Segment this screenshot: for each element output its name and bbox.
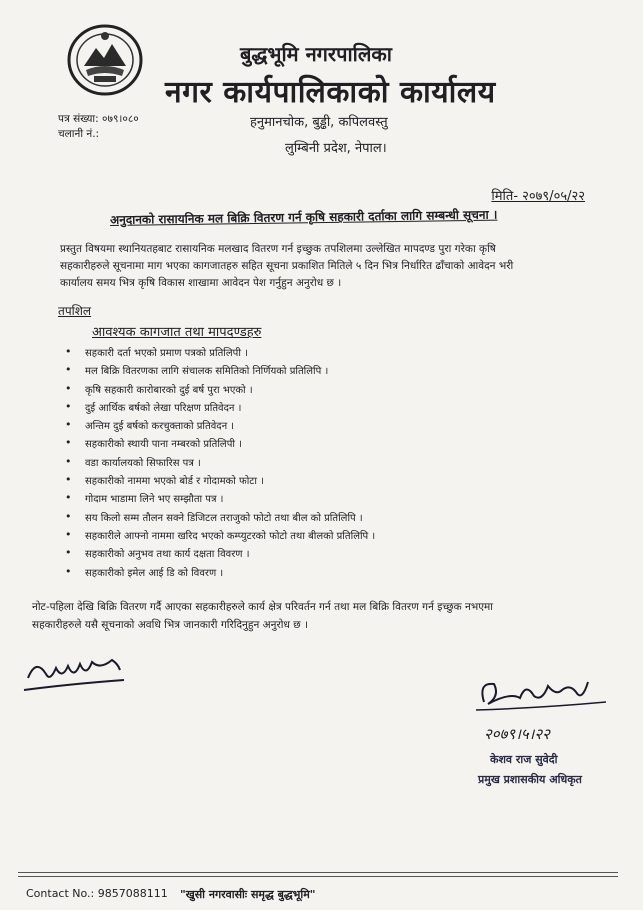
letter-number: पत्र संख्या: ०७९।०८० bbox=[58, 113, 139, 125]
notice-date: मिति- २०७९/०५/२२ bbox=[491, 189, 585, 204]
note-line-2: सहकारीहरुले यसै सूचनाको अवधि भित्र जानकारी गरिदिनुहुन अनुरोध छ । bbox=[32, 619, 308, 631]
list-item: • गोदाम भाडामा लिने भए सम्झौता पत्र । bbox=[65, 491, 375, 509]
list-item: • सहकारीले आफ्नो नाममा खरिद भएको कम्प्युटरको फोटो तथा बीलको प्रतिलिपि । bbox=[65, 528, 375, 546]
body-line-1: प्रस्तुत विषयमा स्थानियतहबाट रासायनिक मलखाद वितरण गर्न इच्छुक तपशिलमा उल्लेखित मापदण्ड पुरा गरेका कृषि bbox=[60, 243, 496, 255]
footer-divider bbox=[18, 876, 618, 877]
list-item: • अन्तिम दुई बर्षको करचुक्ताको प्रतिवेदन । bbox=[65, 418, 375, 436]
notice-subject: अनुदानको रासायनिक मल बिक्रि वितरण गर्न कृषि सहकारी दर्ताका लागि सम्बन्धी सूचना । bbox=[109, 207, 498, 227]
right-signature bbox=[470, 672, 610, 716]
section-title: तपशिल bbox=[58, 304, 92, 318]
list-item: • सहकारीको इमेल आई डि को विवरण । bbox=[65, 565, 375, 583]
office-name: नगर कार्यपालिकाको कार्यालय bbox=[165, 75, 496, 110]
list-item: • वडा कार्यालयको सिफारिस पत्र । bbox=[65, 455, 375, 473]
body-line-3: कार्यालय समय भित्र कृषि विकास शाखामा आवेदन पेश गर्नुहुन अनुरोध छ । bbox=[60, 277, 342, 289]
list-item: • सहकारीको अनुभव तथा कार्य दक्षता विवरण । bbox=[65, 546, 375, 564]
list-item: • सहकारीको नाममा भएको बोर्ड र गोदामको फोटा । bbox=[65, 473, 375, 491]
municipality-name: बुद्धभूमि नगरपालिका bbox=[240, 42, 392, 66]
left-signature bbox=[20, 650, 130, 700]
signatory-name: केशव राज सुवेदी bbox=[490, 753, 558, 766]
signatory-title: प्रमुख प्रशासकीय अधिकृत bbox=[478, 773, 582, 786]
requirements-title: आवश्यक कागजात तथा मापदण्डहरु bbox=[92, 325, 262, 340]
footer-slogan: "खुसी नगरवासीः समृद्ध बुद्धभूमि" bbox=[180, 888, 316, 901]
signature-date: २०७९।५।२२ bbox=[484, 725, 550, 743]
list-item: • सय किलो सम्म तौलन सक्ने डिजिटल तराजुको फोटो तथा बील को प्रतिलिपि । bbox=[65, 510, 375, 528]
office-address: हनुमानचोक, बुड्ढी, कपिलवस्तु bbox=[250, 115, 388, 130]
list-item: • कृषि सहकारी कारोबारको दुई बर्ष पुरा भएको । bbox=[65, 382, 375, 400]
office-province: लुम्बिनी प्रदेश, नेपाल। bbox=[285, 141, 387, 156]
dispatch-number: चलानी नं.: bbox=[58, 128, 100, 140]
list-item: • सहकारी दर्ता भएको प्रमाण पत्रको प्रतिलिपी । bbox=[65, 345, 375, 363]
requirements-list bbox=[65, 345, 375, 583]
list-item: • मल बिक्रि वितरणका लागि संचालक समितिको निर्णियको प्रतिलिपि । bbox=[65, 363, 375, 381]
note-line-1: नोट-पहिला देखि बिक्रि वितरण गर्दै आएका सहकारीहरुले कार्य क्षेत्र परिवर्तन गर्न तथा मल बिक्रि वितरण गर्न इच्छुक नभएमा bbox=[32, 601, 494, 613]
nepal-emblem-icon bbox=[66, 22, 144, 98]
list-item: • दुई आर्थिक बर्षको लेखा परिक्षण प्रतिवेदन । bbox=[65, 400, 375, 418]
list-item: • सहकारीको स्थायी पाना नम्बरको प्रतिलिपी । bbox=[65, 436, 375, 454]
footer-divider bbox=[18, 872, 618, 873]
footer-contact: Contact No.: 9857088111 bbox=[26, 887, 168, 900]
body-line-2: सहकारीहरुले सूचनामा माग भएका कागजातहरु सहित सूचना प्रकाशित मितिले ५ दिन भित्र निर्धारित ढाँचाको आवेदन भरी bbox=[60, 260, 514, 272]
